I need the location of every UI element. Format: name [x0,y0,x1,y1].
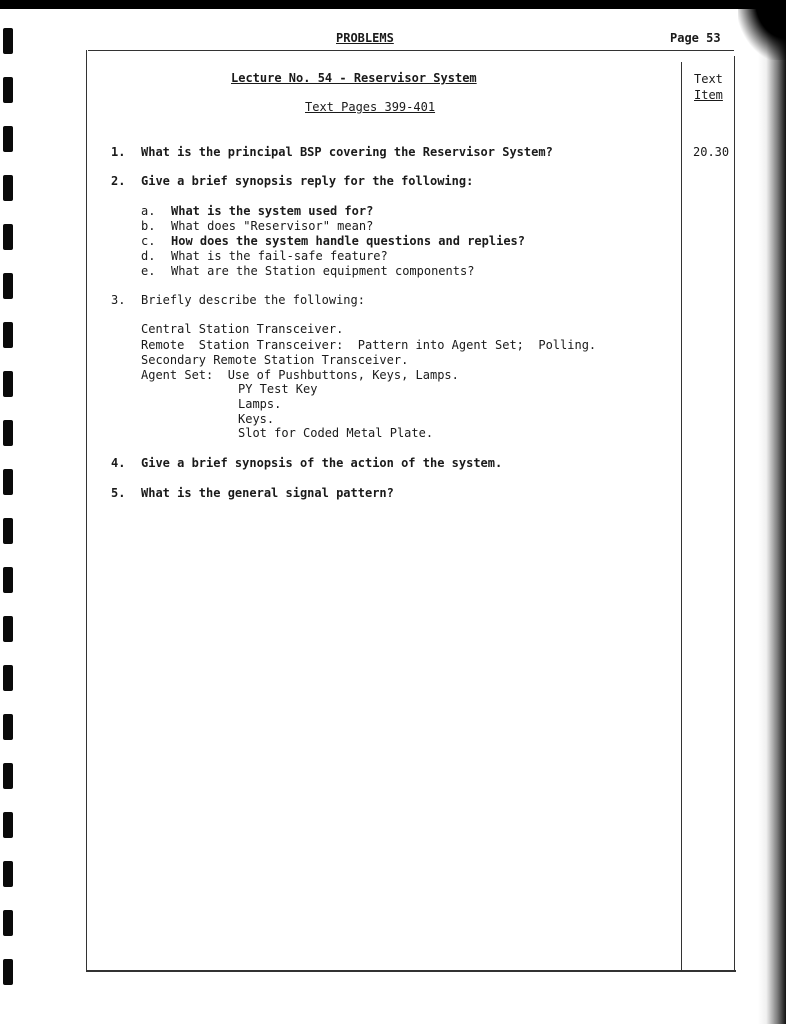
question-text: What is the general signal pattern? [141,486,394,500]
question-number: 5. [111,486,126,500]
question-text: What is the principal BSP covering the Reservisor System? [141,145,553,159]
text-item-heading [694,71,723,103]
subitem-text: What is the fail-safe feature? [171,249,388,263]
question-text: Give a brief synopsis of the action of the system. [141,456,503,470]
binder-hole [3,77,13,103]
lecture-title: Lecture No. 54 - Reservisor System [231,71,477,85]
frame-left-rule [86,50,87,972]
question-number: 4. [111,456,126,470]
agent-set-item: PY Test Key [238,382,318,396]
subitem-letter: b. [141,219,156,233]
binder-hole [3,224,13,250]
frame-right-rule [734,56,735,972]
agent-set-item: Lamps. [238,397,282,411]
agent-set-item: Keys. [238,412,275,426]
agent-set-item: Slot for Coded Metal Plate. [238,426,434,440]
binder-hole [3,28,13,54]
binder-hole [3,959,13,985]
subitem-text: What is the system used for? [171,204,374,218]
subitem-letter: c. [141,234,156,248]
frame-top-rule [88,50,734,51]
describe-line: Agent Set: Use of Pushbuttons, Keys, Lamps. [141,368,459,382]
binder-hole [3,616,13,642]
binder-hole [3,126,13,152]
item-reference-q1: 20.30 [693,145,730,159]
binder-hole [3,714,13,740]
page-title: PROBLEMS [336,31,394,45]
subitem-text: What does "Reservisor" mean? [171,219,374,233]
describe-line: Central Station Transceiver. [141,322,344,336]
question-number: 2. [111,174,126,188]
question-number: 1. [111,145,126,159]
subitem-letter: d. [141,249,156,263]
binder-hole [3,371,13,397]
text-item-heading-line1: Text [694,72,723,86]
describe-line: Secondary Remote Station Transceiver. [141,353,409,367]
question-text: Briefly describe the following: [141,293,365,307]
question-text: Give a brief synopsis reply for the following: [141,174,474,188]
subitem-letter: a. [141,204,156,218]
binder-hole [3,518,13,544]
subitem-text: How does the system handle questions and replies? [171,234,526,248]
binder-hole [3,469,13,495]
frame-bottom-rule [86,970,736,972]
text-item-column-rule [681,62,682,972]
binder-hole [3,175,13,201]
binder-hole [3,812,13,838]
binder-hole [3,763,13,789]
scan-right-edge [758,0,786,1024]
scan-right-corner [738,0,786,60]
binder-hole [3,420,13,446]
scan-top-band [0,0,786,9]
subitem-letter: e. [141,264,156,278]
binder-hole [3,567,13,593]
question-number: 3. [111,293,126,307]
binder-hole [3,910,13,936]
text-pages: Text Pages 399-401 [305,100,436,114]
subitem-text: What are the Station equipment components? [171,264,475,278]
binder-hole [3,665,13,691]
page-number: Page 53 [670,31,721,45]
binder-hole [3,273,13,299]
binder-hole [3,322,13,348]
text-item-heading-line2: Item [694,88,723,102]
describe-line: Remote Station Transceiver: Pattern into Agent Set; Polling. [141,338,597,352]
binder-hole [3,861,13,887]
